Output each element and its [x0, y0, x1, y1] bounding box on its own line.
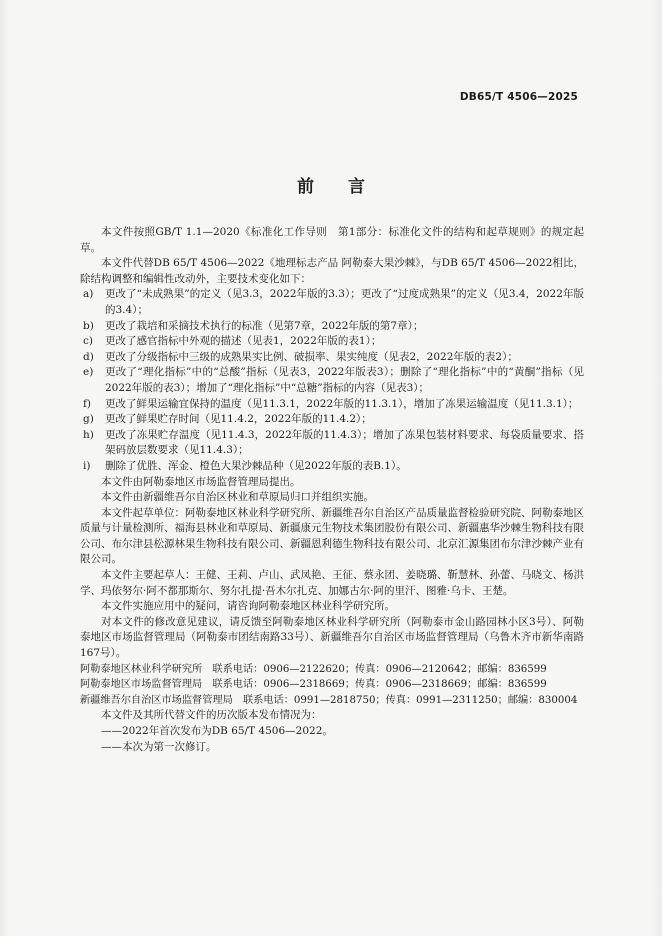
centralizer-paragraph: 本文件由新疆维吾尔自治区林业和草原局归口并组织实施。: [101, 491, 374, 504]
feedback-paragraph: 对本文件的修改意见建议，请反馈至阿勒泰地区林业科学研究所（阿勒泰市金山路园林小区3号）、阿勒泰地区市场监督管理局（阿勒泰市团结南路33号）、新疆维吾尔自治区市场监督管理局（乌鲁木齐市新华南路167号）。: [80, 615, 584, 660]
drafting-units-paragraph: 本文件起草单位：阿勒泰地区林业科学研究所、新疆维吾尔自治区产品质量监督检验研究院、阿勒泰地区质量与计量检测所、福海县林业和草原局、新疆康元生物技术集团股份有限公司、新疆惠华沙棘生物科技有限公司、布尔津县松源林果生物科技有限公司、新疆恩利德生物科技有限公司、北京汇源集团布尔津沙棘产业有限公司。: [80, 506, 584, 566]
page-title: 前 言: [297, 177, 379, 197]
inquiry-paragraph: 本文件实施应用中的疑问，请咨询阿勒泰地区林业科学研究所。: [101, 600, 395, 613]
list-item: f) 更改了鲜果运输宜保持的温度（见11.3.1，2022年版的11.3.1），增加了冻果运输温度（见11.3.1）；: [83, 397, 579, 410]
history-item: ——2022年首次发布为DB 65/T 4506—2022。: [101, 725, 333, 737]
foreword-body: [80, 225, 584, 755]
list-item: h) 更改了冻果贮存温度（见11.4.3，2022年版的11.4.3）；增加了冻果包装材料要求、每袋质量要求、搭架码放层数要求（见11.4.3）；: [83, 428, 584, 457]
contact-line: 新疆维吾尔自治区市场监督管理局 联系电话：0991—2818750；传真：0991—2311250；邮编：830004: [80, 694, 578, 706]
contact-line: 阿勒泰地区林业科学研究所 联系电话：0906—2122620；传真：0906—2120642；邮编：836599: [80, 663, 547, 675]
history-item: ——本次为第一次修订。: [101, 740, 217, 753]
list-item: d) 更改了分级指标中三级的成熟果实比例、破损率、果实纯度（见表2，2022年版的表2）；: [83, 350, 518, 363]
intro-paragraph: 本文件按照GB/T 1.1—2020《标准化工作导则 第1部分：标准化文件的结构和起草规则》的规定起草。: [80, 226, 584, 254]
replacement-paragraph: 本文件代替DB 65/T 4506—2022《地理标志产品 阿勒泰大果沙棘》，与DB 65/T 4506—2022相比，除结构调整和编辑性改动外，主要技术变化如下：: [80, 257, 584, 285]
drafters-paragraph: 本文件主要起草人：王健、王莉、卢山、武凤艳、王征、蔡永团、姜晓璐、靳慧林、孙蕾、马晓文、杨洪学、玛依努尔·阿不都那斯尔、努尔扎提·吾木尔扎克、加娜古尔·阿的里汗、图雅·乌卡、王楚。: [80, 569, 584, 597]
history-intro: 本文件及其所代替文件的历次版本发布情况为：: [101, 709, 322, 722]
document-number: DB65/T 4506—2025: [459, 91, 578, 103]
list-item: e) 更改了“理化指标”中的“总酸”指标（见表3，2022年版表3）；删除了“理化指标”中的“黄酮”指标（见2022年版的表3）；增加了“理化指标”中“总糖”指标的内容（见表3）；: [83, 366, 584, 394]
list-item: i) 删除了优胜、浑金、橙色大果沙棘品种（见2022年版的表B.1）。: [83, 459, 407, 472]
proposer-paragraph: 本文件由阿勒泰地区市场监督管理局提出。: [101, 475, 301, 488]
list-item: c) 更改了感官指标中外观的描述（见表1，2022年版的表1）；: [83, 335, 382, 348]
list-item: b) 更改了栽培和采摘技术执行的标准（见第7章，2022年版的第7章）；: [83, 319, 424, 332]
list-item: a) 更改了“未成熟果”的定义（见3.3，2022年版的3.3）；更改了“过度成熟果”的定义（见3.4，2022年版的3.4）；: [83, 288, 584, 316]
list-item: g) 更改了鲜果贮存时间（见11.4.2，2022年版的11.4.2）；: [83, 413, 372, 426]
changes-list: [80, 287, 584, 474]
contact-line: 阿勒泰地区市场监督管理局 联系电话：0906—2318669；传真：0906—2318669；邮编：836599: [80, 679, 547, 691]
